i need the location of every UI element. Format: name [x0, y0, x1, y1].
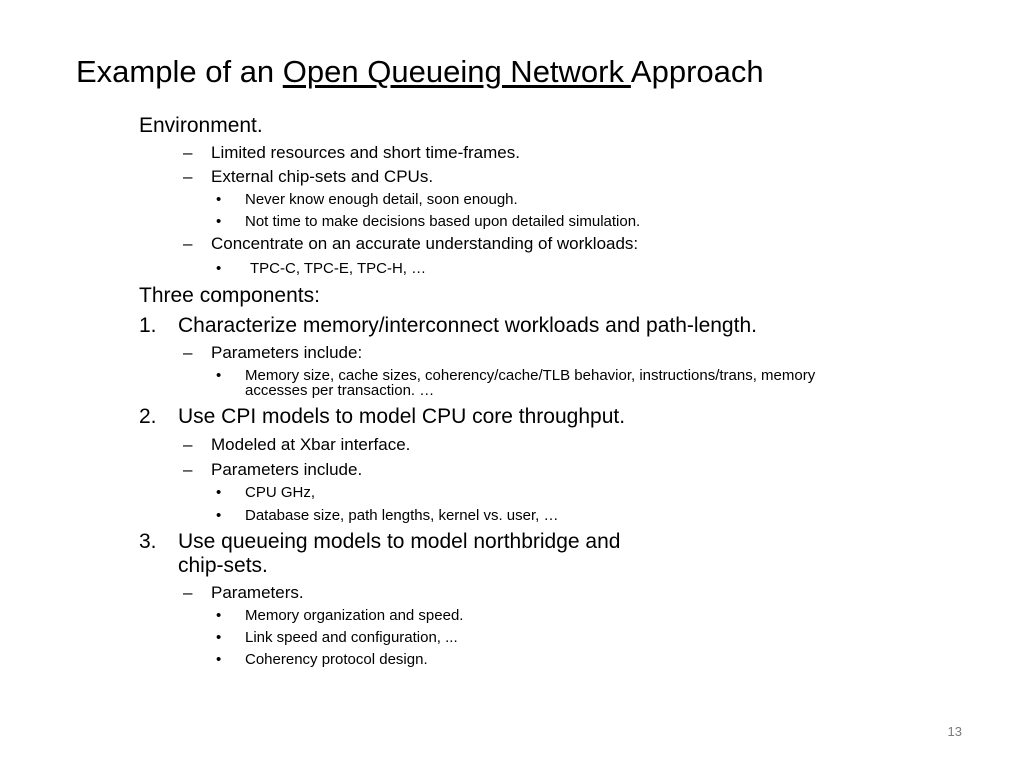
dash-marker: – [183, 343, 193, 362]
component-1: 1. Characterize memory/interconnect workloads and path-length. [139, 314, 757, 337]
component-number: 3. [139, 530, 157, 553]
list-item: • Memory organization and speed. [216, 607, 464, 624]
dash-marker: – [183, 167, 193, 186]
dash-marker: – [183, 435, 193, 454]
bullet-marker: • [216, 191, 222, 208]
list-item: – Limited resources and short time-frames. [183, 143, 520, 162]
list-item: • Not time to make decisions based upon detailed simulation. [216, 213, 641, 230]
component-number: 1. [139, 314, 157, 337]
list-item: – Concentrate on an accurate understanding of workloads: [183, 234, 639, 253]
dash-marker: – [183, 234, 193, 253]
component-3: 3. Use queueing models to model northbridge and [139, 530, 621, 553]
list-item: • Coherency protocol design. [216, 651, 428, 668]
bullet-marker: • [216, 507, 222, 524]
component-2: 2. Use CPI models to model CPU core throughput. [139, 405, 626, 428]
bullet-marker: • [216, 213, 222, 230]
page-number: 13 [947, 724, 962, 739]
title-underlined: Open Queueing Network [282, 54, 631, 89]
list-item: • TPC-C, TPC-E, TPC-H, … [216, 260, 427, 277]
list-item: – Parameters include: [183, 343, 363, 362]
dash-marker: – [183, 460, 193, 479]
list-item: • Never know enough detail, soon enough. [216, 191, 518, 208]
list-item: • CPU GHz, [216, 484, 316, 501]
title-prefix: Example of an [76, 54, 283, 89]
list-item: • Database size, path lengths, kernel vs. user, … [216, 507, 559, 524]
environment-heading: Environment. [139, 114, 263, 137]
list-item: – Parameters. [183, 583, 304, 602]
title-suffix: Approach [630, 54, 764, 89]
list-item-continuation: accesses per transaction. … [245, 382, 435, 399]
list-item: • Memory size, cache sizes, coherency/cache/TLB behavior, instructions/trans, memory [216, 367, 816, 384]
components-heading: Three components: [139, 284, 320, 307]
bullet-marker: • [216, 484, 222, 501]
component-3-continuation: chip-sets. [178, 554, 268, 577]
list-item: – External chip-sets and CPUs. [183, 167, 434, 186]
list-item: – Parameters include. [183, 460, 363, 479]
component-number: 2. [139, 405, 157, 428]
dash-marker: – [183, 583, 193, 602]
bullet-marker: • [216, 607, 222, 624]
bullet-marker: • [216, 367, 222, 384]
list-item: • Link speed and configuration, ... [216, 629, 458, 646]
slide-title [76, 52, 764, 92]
bullet-marker: • [216, 260, 222, 277]
bullet-marker: • [216, 629, 222, 646]
bullet-marker: • [216, 651, 222, 668]
dash-marker: – [183, 143, 193, 162]
list-item: – Modeled at Xbar interface. [183, 435, 411, 454]
